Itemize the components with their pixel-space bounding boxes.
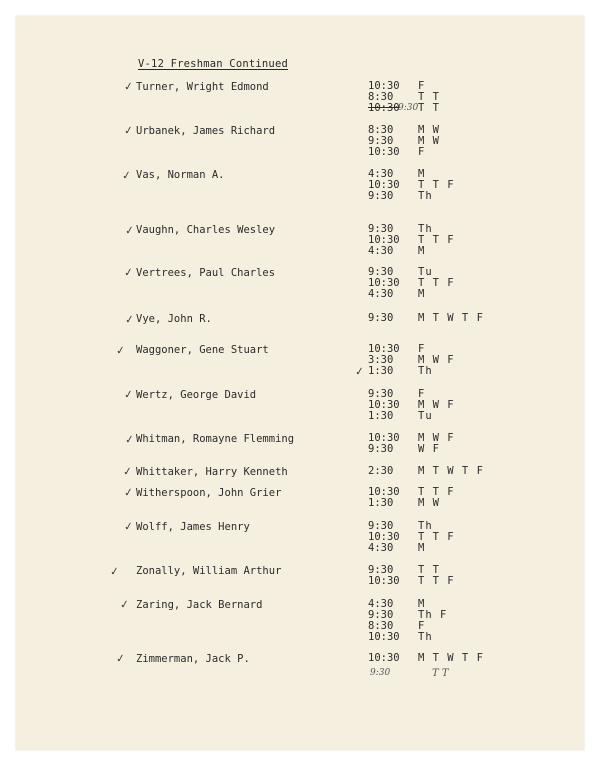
class-time: 10:30: [368, 146, 400, 158]
class-time: 10:30: [368, 432, 400, 444]
class-time: 4:30: [368, 542, 394, 554]
class-time: 9:30: [368, 135, 394, 147]
class-time: 10:30: [368, 486, 400, 498]
class-time: 9:30: [368, 312, 394, 324]
class-days: T T: [418, 564, 440, 576]
checkmark-icon: ✓: [124, 432, 136, 447]
class-days: Tu: [418, 410, 433, 422]
class-time: 4:30: [368, 598, 394, 610]
class-time: 10:30: [368, 234, 400, 246]
checkmark-icon: ✓: [123, 387, 135, 402]
class-time: 3:30: [368, 354, 394, 366]
class-time: 1:30: [368, 365, 394, 377]
class-days: Th: [418, 520, 433, 532]
checkmark-icon: ✓: [115, 651, 127, 666]
class-time-struck: 10:30: [368, 102, 400, 114]
class-days: W F: [418, 443, 440, 455]
class-time: 8:30: [368, 620, 394, 632]
student-name: Zaring, Jack Bernard: [136, 599, 263, 611]
class-days: M T W T F: [418, 652, 484, 664]
class-days: M T W T F: [418, 312, 484, 324]
class-time: 8:30: [368, 124, 394, 136]
handwritten-time-note: 9:30: [370, 668, 391, 678]
class-time: 10:30: [368, 343, 400, 355]
student-name: Vas, Norman A.: [136, 169, 225, 181]
class-days: T T: [418, 91, 440, 103]
student-name: Turner, Wright Edmond: [136, 81, 269, 93]
checkmark-icon: ✓: [354, 364, 366, 379]
class-days: F: [418, 146, 426, 158]
checkmark-icon: ✓: [123, 265, 135, 280]
class-days: Th: [418, 223, 433, 235]
student-name: Wolff, James Henry: [136, 521, 250, 533]
page-title: V-12 Freshman Continued: [138, 58, 288, 70]
student-name: Witherspoon, John Grier: [136, 487, 282, 499]
class-days: T T F: [418, 486, 455, 498]
class-days: M W F: [418, 399, 455, 411]
class-time: 10:30: [368, 631, 400, 643]
class-days: T T F: [418, 179, 455, 191]
class-time: 9:30: [368, 266, 394, 278]
class-days: M W F: [418, 432, 455, 444]
class-time: 10:30: [368, 652, 400, 664]
document-page: [16, 16, 584, 750]
class-days: M: [418, 168, 426, 180]
class-time: 9:30: [368, 520, 394, 532]
class-days: M W F: [418, 354, 455, 366]
class-days: T T F: [418, 234, 455, 246]
student-name: Waggoner, Gene Stuart: [136, 344, 269, 356]
student-name: Whitman, Romayne Flemming: [136, 433, 295, 445]
class-days: Th: [418, 365, 433, 377]
class-time: 10:30: [368, 575, 400, 587]
class-days: T T: [418, 102, 440, 114]
class-days: F: [418, 80, 426, 92]
class-days: Th: [418, 631, 433, 643]
student-name: Wertz, George David: [136, 389, 257, 401]
class-days: M: [418, 598, 426, 610]
student-name: Whittaker, Harry Kenneth: [136, 466, 288, 478]
checkmark-icon: ✓: [122, 464, 134, 479]
class-time: 8:30: [368, 91, 394, 103]
class-days: F: [418, 620, 426, 632]
class-time: 9:30: [368, 609, 394, 621]
class-days: F: [418, 388, 426, 400]
class-time: 9:30: [368, 564, 394, 576]
class-time: 9:30: [368, 443, 394, 455]
class-time: 10:30: [368, 80, 400, 92]
class-time: 10:30: [368, 399, 400, 411]
class-days: M: [418, 542, 426, 554]
checkmark-icon: ✓: [124, 223, 136, 238]
class-days: Th: [418, 190, 433, 202]
class-time: 4:30: [368, 245, 394, 257]
checkmark-icon: ✓: [123, 519, 135, 534]
class-time: 9:30: [368, 388, 394, 400]
checkmark-icon: ✓: [115, 343, 127, 358]
class-days: Tu: [418, 266, 433, 278]
checkmark-icon: ✓: [109, 564, 121, 579]
class-days: M: [418, 288, 426, 300]
checkmark-icon: ✓: [119, 597, 131, 612]
class-days: M T W T F: [418, 465, 484, 477]
class-days: T T F: [418, 531, 455, 543]
class-time: 1:30: [368, 497, 394, 509]
class-time: 10:30: [368, 179, 400, 191]
student-name: Vertrees, Paul Charles: [136, 267, 276, 279]
handwritten-note: 9:30: [398, 103, 419, 113]
checkmark-icon: ✓: [124, 312, 136, 327]
student-name: Vye, John R.: [136, 313, 212, 325]
class-time: 1:30: [368, 410, 394, 422]
class-days: M W: [418, 124, 440, 136]
student-name: Zonally, William Arthur: [136, 565, 282, 577]
handwritten-days-note: T T: [432, 668, 449, 679]
class-time: 9:30: [368, 190, 394, 202]
class-time: 4:30: [368, 168, 394, 180]
checkmark-icon: ✓: [121, 168, 133, 183]
class-time: 9:30: [368, 223, 394, 235]
checkmark-icon: ✓: [123, 123, 135, 138]
student-name: Zimmerman, Jack P.: [136, 653, 250, 665]
checkmark-icon: ✓: [123, 485, 135, 500]
class-days: Th F: [418, 609, 448, 621]
class-time: 10:30: [368, 277, 400, 289]
student-name: Vaughn, Charles Wesley: [136, 224, 276, 236]
class-time: 4:30: [368, 288, 394, 300]
class-days: M: [418, 245, 426, 257]
class-time: 2:30: [368, 465, 394, 477]
class-days: M W: [418, 135, 440, 147]
checkmark-icon: ✓: [123, 79, 135, 94]
class-days: T T F: [418, 277, 455, 289]
class-days: T T F: [418, 575, 455, 587]
class-days: F: [418, 343, 426, 355]
class-days: M W: [418, 497, 440, 509]
class-time: 10:30: [368, 531, 400, 543]
student-name: Urbanek, James Richard: [136, 125, 276, 137]
